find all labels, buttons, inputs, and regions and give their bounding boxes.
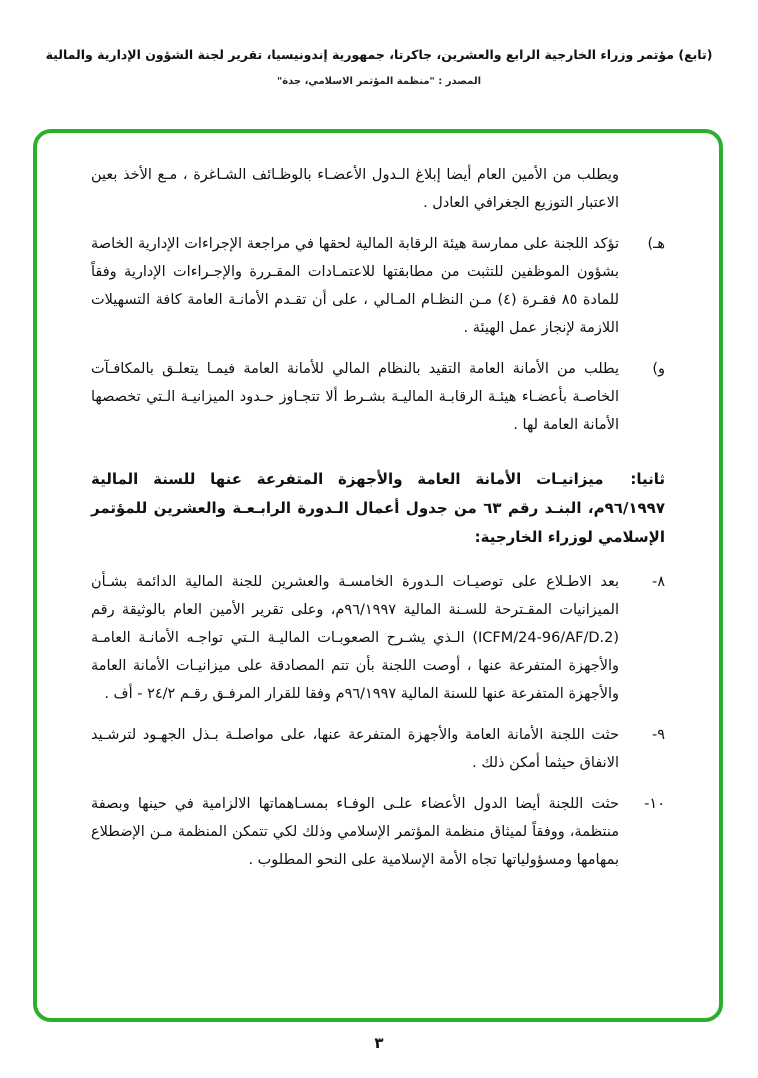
lettered-item-ha — [91, 230, 665, 342]
numbered-item-10 — [91, 790, 665, 874]
numbered-item-text: حثت اللجنة أيضا الدول الأعضاء علـى الوفـاء بمسـاهماتها الالزامية في حينها وبصفة منتظمة، ووفقاً لميثاق منظمة المؤتمر الإسلامي وذلك لكي تتمكن المنظمة مـن الإضطلاع بمهامها ومسؤولياتها تجاه الأمة الإسلامية على النحو المطلوب . — [91, 796, 619, 868]
document-title: (تابع) مؤتمر وزراء الخارجية الرابع والعشرين، جاكرتا، جمهورية إندونيسيا، تقرير لجنة الشؤون الإدارية والمالية — [45, 47, 713, 62]
lettered-item-waw — [91, 355, 665, 439]
lettered-item-marker: هـ) — [647, 236, 665, 252]
section-title: ميزانيـات الأمانة العامة والأجهزة المتفرعة عنها للسنة المالية ٩٦/١٩٩٧م، البنـد رقم ٦٣ من جدول أعمال الـدورة الرابـعـة والعشرين للمؤتمر الإسلامي لوزراء الخارجية: — [91, 470, 665, 546]
lettered-item-marker: و) — [652, 361, 665, 377]
document-body — [91, 161, 665, 874]
intro-paragraph-text: ويطلب من الأمين العام أيضا إبلاغ الـدول الأعضـاء بالوظـائف الشـاغرة ، مـع الأخذ بعين الاعتبار التوزيع الجغرافي العادل . — [91, 167, 619, 211]
numbered-item-marker: ٨- — [651, 574, 665, 590]
numbered-item-8 — [91, 568, 665, 708]
numbered-item-marker: ١٠- — [644, 796, 665, 812]
numbered-item-marker: ٩- — [651, 727, 665, 743]
lettered-item-text: تؤكد اللجنة على ممارسة هيئة الرقابة المالية لحقها في مراجعة الإجراءات الإدارية الخاصة بشؤون الموظفين للتثبت من مطابقتها للاعتمـادات المقـررة والإجـراءات الإدارية وفقاً للمادة ٨٥ فقـرة (٤) مـن النظـام المـالي ، على أن تقـدم الأمانـة العامة كافة التسهيلات اللازمة لإنجاز عمل الهيئة . — [91, 236, 619, 336]
numbered-item-9 — [91, 721, 665, 777]
intro-paragraph-marker — [619, 161, 665, 217]
lettered-item-text: يطلب من الأمانة العامة التقيد بالنظام المالي للأمانة العامة فيمـا يتعلـق بالمكافـآت الخاصـة بأعضـاء هيئـة الرقابـة الماليـة بشـرط ألا تتجـاوز حـدود الميزانيـة الـتي تخصصها الأمانة العامة لها . — [91, 361, 619, 433]
numbered-item-text: بعد الاطـلاع على توصيـات الـدورة الخامسـة والعشرين للجنة المالية الدائمة بشـأن الميزانيات المقـترحة للسـنة المالية ٩٦/١٩٩٧م، وعلى تقرير الأمين العام بالوثيقة رقم ‎(ICFM/24-96/AF/D.2)‎ الـذي يشـرح الصعوبـات الماليـة الـتي تواجـه الأمانـة العامـة والأجهزة المتفرعة عنها ، أوصت اللجنة بأن تتم المصادقة على ميزانيـات الأمانة العامة والأجهزة المتفرعة عنها للسنة المالية ٩٦/١٩٩٧م وفقا للقرار المرفـق رقـم ٢٤/٢ - أف . — [91, 574, 620, 702]
document-header — [30, 46, 728, 87]
numbered-item-text: حثت اللجنة الأمانة العامة والأجهزة المتفرعة عنها، على مواصلـة بـذل الجهـود لترشـيد الانفاق حيثما أمكن ذلك . — [91, 727, 619, 771]
page-number: ٣ — [374, 1034, 384, 1052]
intro-paragraph — [91, 161, 665, 217]
green-border-frame — [33, 129, 723, 1022]
section-label: ثانيا: — [630, 470, 665, 488]
section-heading — [91, 465, 665, 552]
document-source-line: المصدر : "منظمة المؤتمر الاسلامي، جدة" — [276, 76, 481, 88]
